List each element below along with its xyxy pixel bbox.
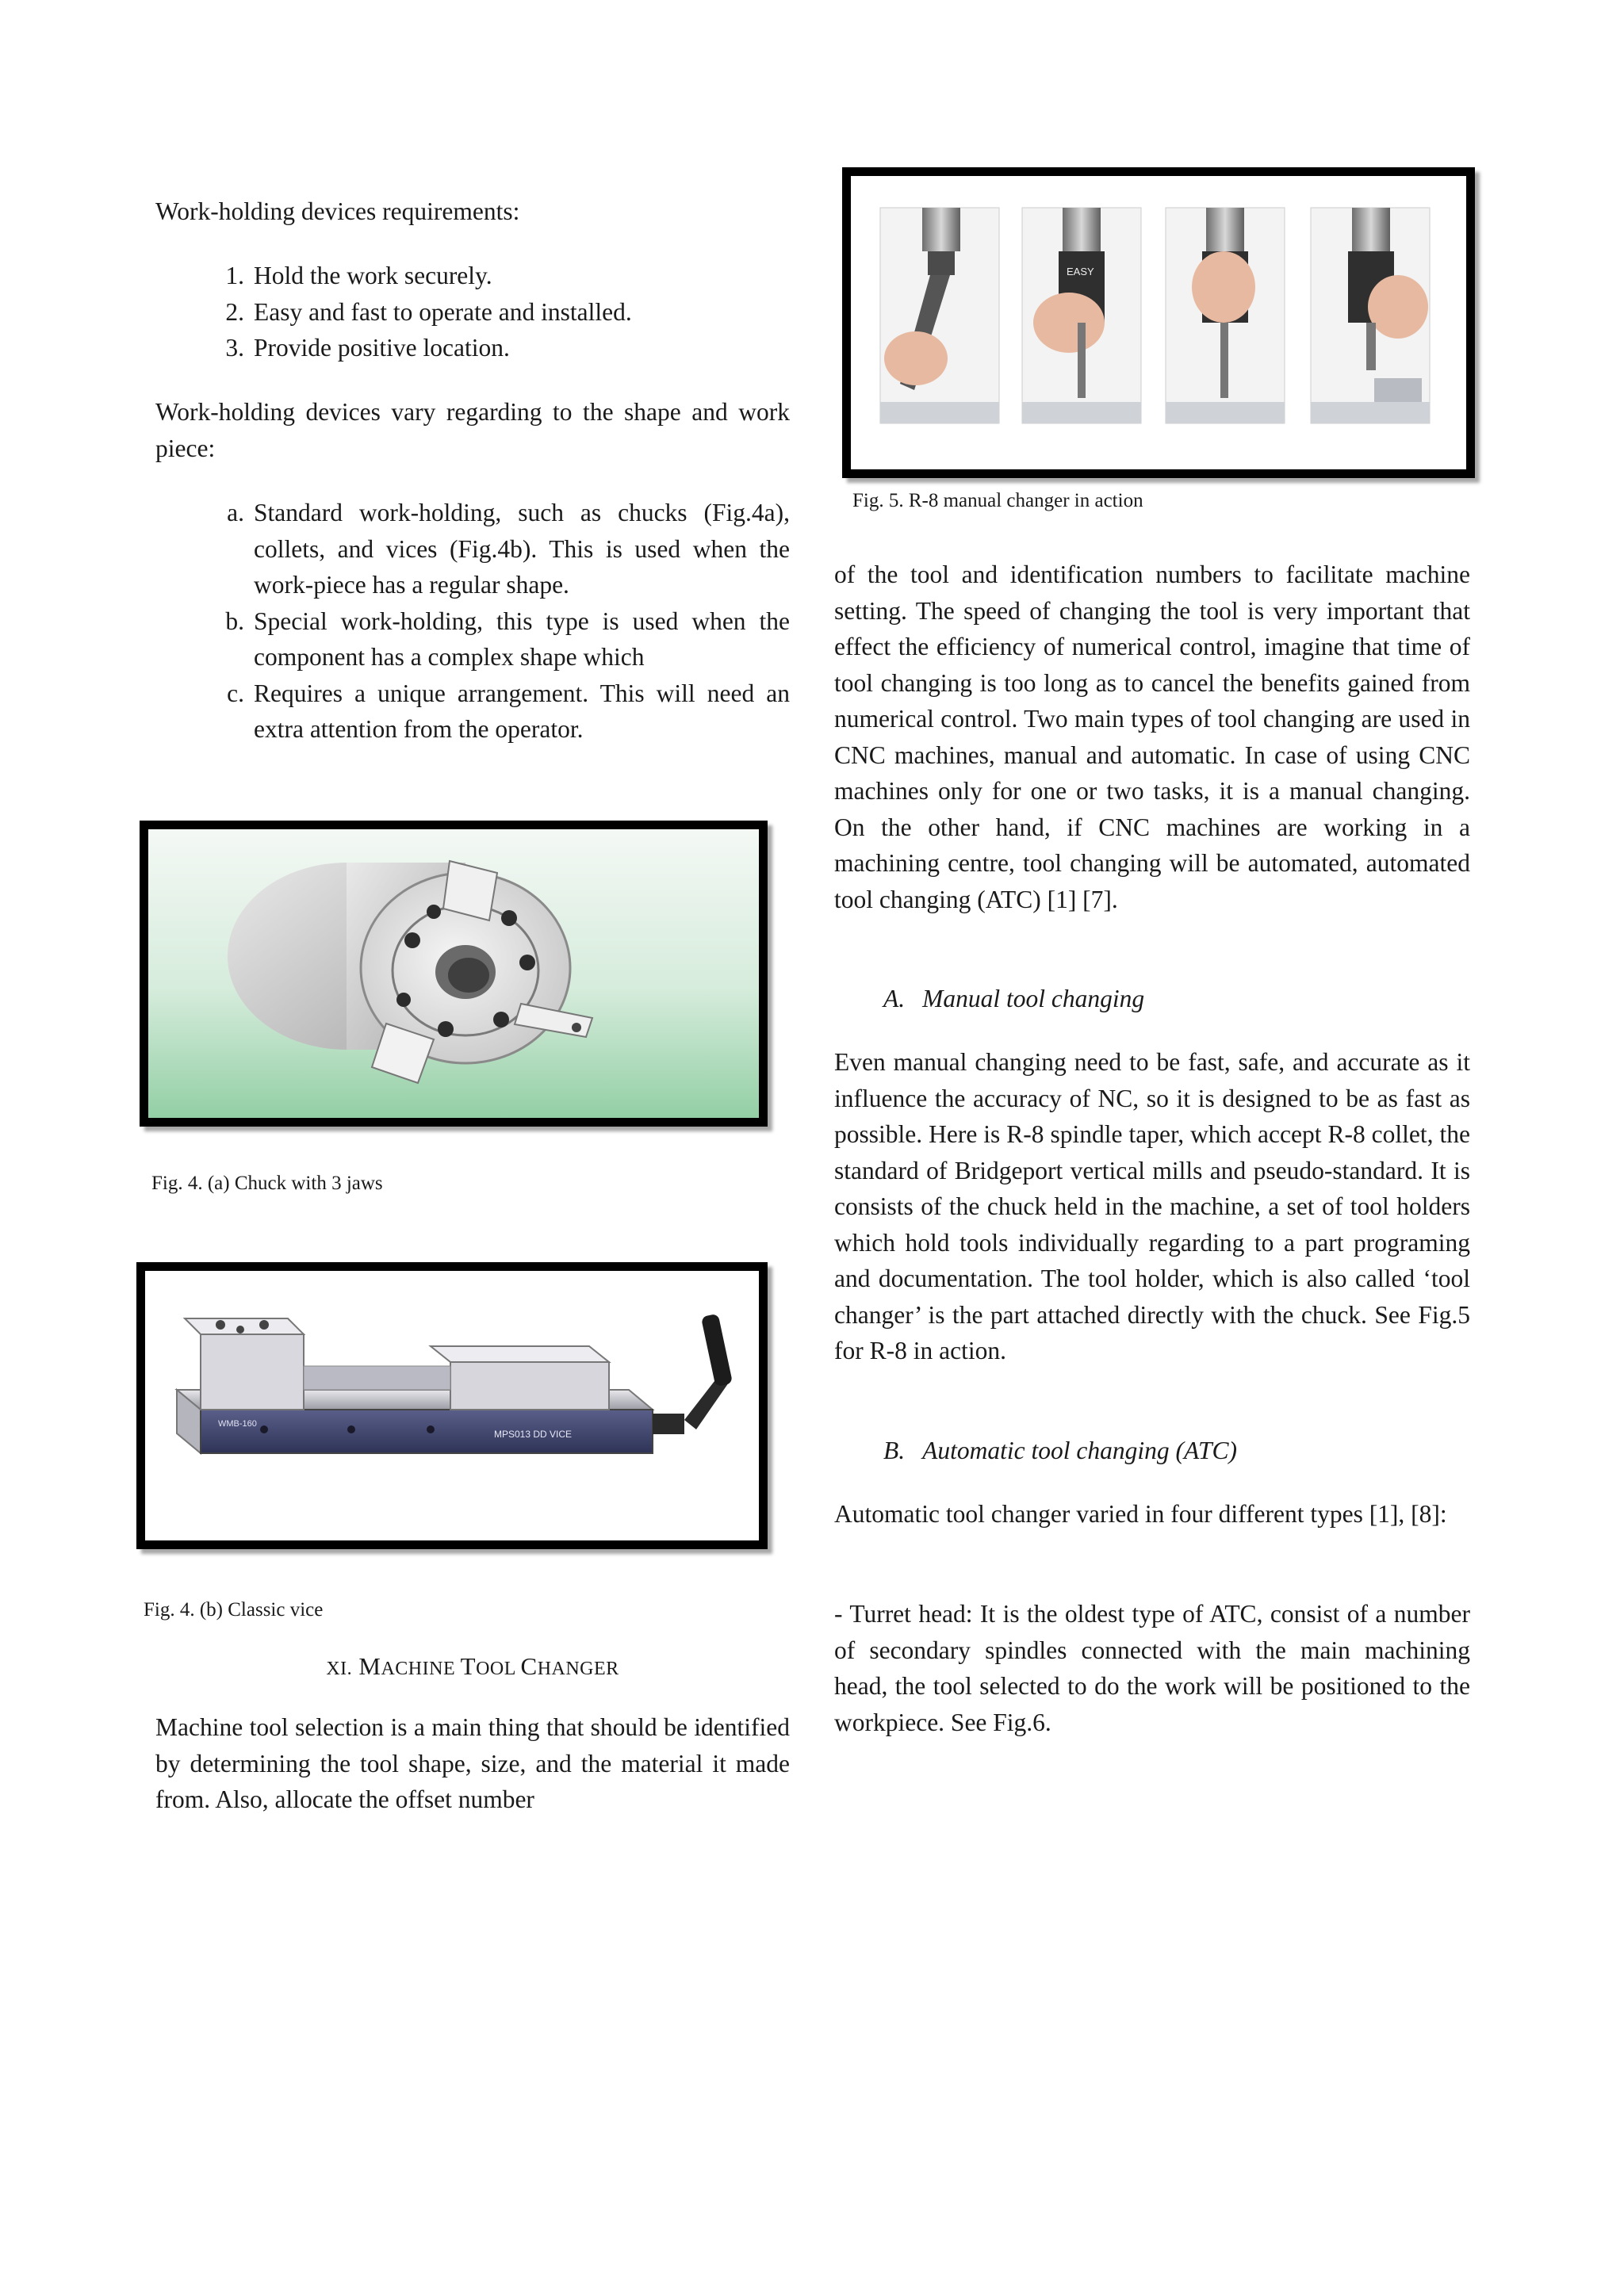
section-heading-xi: XI. MACHINE TOOL CHANGER (326, 1652, 619, 1680)
types-list (225, 495, 790, 748)
easy-label: EASY (1067, 266, 1094, 277)
list-item: c. Requires a unique arrangement. This will need an extra attention from the operator. (227, 679, 790, 743)
panel-3 (1166, 208, 1285, 423)
vary-paragraph: Work-holding devices vary regarding to the shape and work piece: (155, 398, 790, 462)
tool-selection-paragraph: Machine tool selection is a main thing that should be identified by determining the tool shape, size, and the material it made from. Also, allocate the offset number (155, 1713, 790, 1813)
list-item: 1. Hold the work securely. (225, 262, 492, 289)
list-item: 2. Easy and fast to operate and installed. (225, 297, 632, 326)
fig5-r8-changer-image (842, 167, 1475, 478)
fig4a-caption: Fig. 4. (a) Chuck with 3 jaws (151, 1173, 383, 1194)
heading-manual-tool-changing: A. Manual tool changing (883, 985, 1145, 1012)
vice-label-left: WMB-160 (218, 1419, 257, 1429)
list-item: a. Standard work-holding, such as chucks (Fig.4a), collets, and vices (Fig.4b). This is used when the work-piece has a regular shape. (227, 499, 790, 599)
tool-id-paragraph: of the tool and identification numbers to facilitate machine setting. The speed of changing the tool is very important that effect the efficiency of numerical control, imagine that time of tool changing is too long as to cancel the benefits gained from numerical control. Two main types of tool changing are used in CNC machines, manual and automatic. In case of using CNC machines only for one or two tasks, it is a manual changing. On the other hand, if CNC machines are working in a machining centre, tool changing will be automated, automated tool changing (ATC) [1] [7]. (834, 561, 1470, 913)
panel-4 (1311, 208, 1430, 423)
heading-automatic-tool-changing: B. Automatic tool changing (ATC) (883, 1437, 1238, 1464)
vice-label-right: MPS013 DD VICE (494, 1429, 573, 1440)
requirements-intro: Work-holding devices requirements: (155, 197, 520, 225)
r8-changer-illustration (851, 176, 1466, 469)
turret-head-paragraph: - Turret head: It is the oldest type of ATC, consist of a number of secondary spindles connected with the main machining head, the tool selected to do the work will be positioned to the workpiece. See Fig.6. (834, 1600, 1470, 1736)
fig5-caption: Fig. 5. R-8 manual changer in action (852, 490, 1143, 511)
panel-2 (1022, 208, 1141, 423)
vice-illustration (145, 1271, 759, 1540)
list-item: b. Special work-holding, this type is used when the component has a complex shape which (225, 607, 790, 671)
atc-types-paragraph: Automatic tool changer varied in four different types [1], [8]: (834, 1500, 1447, 1528)
fig4b-vice-image (136, 1262, 768, 1549)
manual-changing-paragraph: Even manual changing need to be fast, safe, and accurate as it influence the accuracy of NC, so it is designed to be as fast as possible. Here is R-8 spindle taper, which accept R-8 collet, the standard of Bridgeport vertical mills and pseudo-standard. It is consists of the chuck held in the machine, a set of tool holders which hold tools individually regarding to a part programing and documentation. The tool holder, which is also called ‘tool changer’ is the part attached directly with the chuck. See Fig.5 for R-8 in action. (834, 1048, 1470, 1364)
list-item: 3. Provide positive location. (225, 334, 510, 362)
requirements-list (225, 258, 790, 366)
fig4b-caption: Fig. 4. (b) Classic vice (144, 1599, 324, 1621)
panel-1 (880, 208, 999, 423)
fig4a-chuck-image (140, 821, 768, 1127)
chuck-illustration (148, 829, 759, 1118)
